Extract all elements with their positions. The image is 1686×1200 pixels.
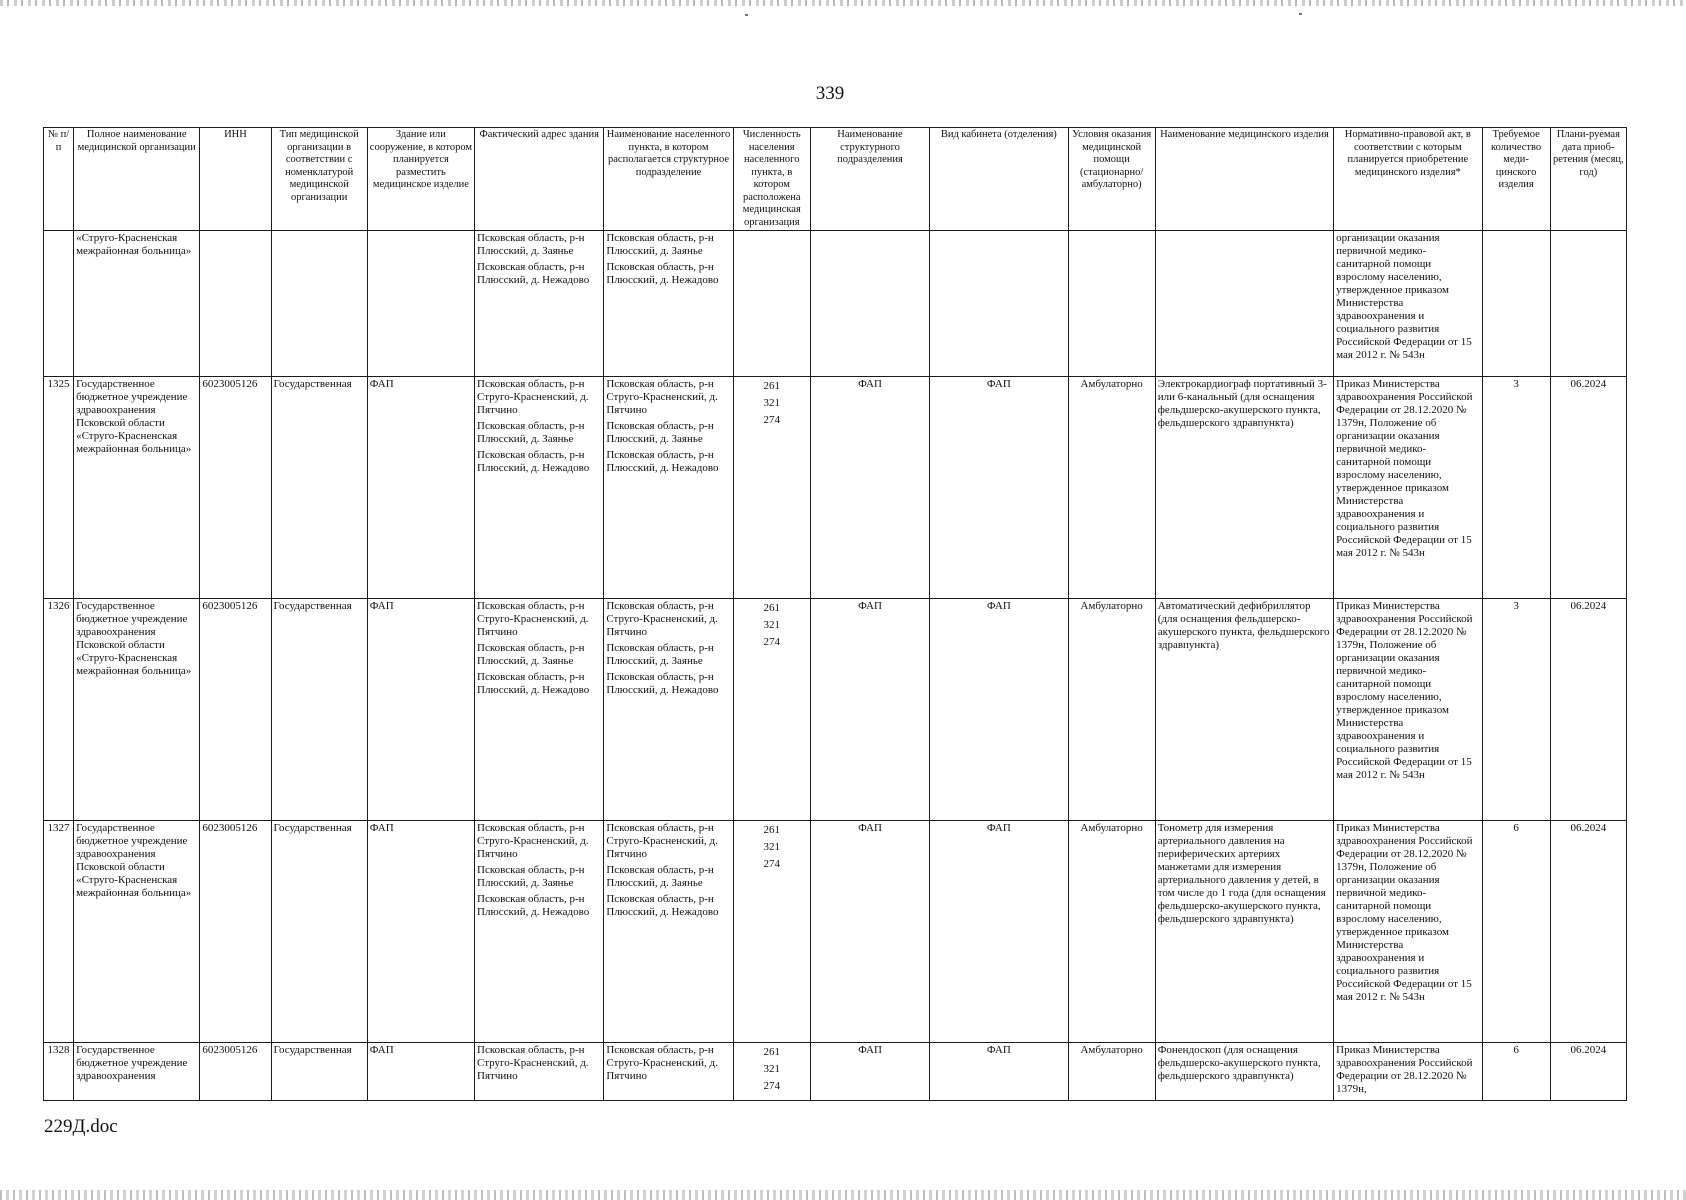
cell-inn: 6023005126: [200, 377, 271, 599]
cell-qty: 3: [1482, 599, 1550, 821]
table-row: [44, 377, 1627, 599]
cell-type: Государственная: [271, 1043, 367, 1101]
scan-edge-top: [0, 0, 1686, 6]
cell-address: [475, 377, 604, 599]
cell-act: Приказ Министерства здравоохранения Российской Федерации от 28.12.2020 № 1379н, Положение об организации оказания первичной медико-санитарной помощи взрослому населению, утвержденное приказом Министерства здравоохранения и социального развития Российской Федерации от 15 мая 2012 г. № 543н: [1334, 377, 1482, 599]
cell-address: [475, 599, 604, 821]
cell-building: ФАП: [367, 599, 474, 821]
address-line: Псковская область, р-н Струго-Красненский, д. Пятчино: [477, 600, 589, 638]
cell-inn: [200, 231, 271, 377]
population-value: 261: [763, 824, 781, 836]
population-value: 261: [763, 602, 781, 614]
column-header: Наименование медицинского изделия: [1155, 128, 1333, 231]
cell-act: Приказ Министерства здравоохранения Российской Федерации от 28.12.2020 № 1379н, Положение об организации оказания первичной медико-санитарной помощи взрослому населению, утвержденное приказом Министерства здравоохранения и социального развития Российской Федерации от 15 мая 2012 г. № 543н: [1334, 599, 1482, 821]
cell-act: Приказ Министерства здравоохранения Российской Федерации от 28.12.2020 № 1379н,: [1334, 1043, 1482, 1101]
cell-device: Автоматический дефибриллятор (для оснащения фельдшерско-акушерского пункта, фельдшерского здравпункта): [1155, 599, 1333, 821]
cell-address: [475, 231, 604, 377]
cell-num: 1327: [44, 821, 74, 1043]
column-header: Тип медицинской организации в соответствии с номенклатурой медицинской организации: [271, 128, 367, 231]
cell-qty: [1482, 231, 1550, 377]
population-value: 321: [763, 1063, 781, 1075]
page-number: 339: [815, 83, 845, 104]
cell-act: Приказ Министерства здравоохранения Российской Федерации от 28.12.2020 № 1379н, Положение об организации оказания первичной медико-санитарной помощи взрослому населению, утвержденное приказом Министерства здравоохранения и социального развития Российской Федерации от 15 мая 2012 г. № 543н: [1334, 821, 1482, 1043]
cell-unit: ФАП: [810, 377, 929, 599]
cell-cabinet: ФАП: [930, 599, 1068, 821]
table-row: [44, 1043, 1627, 1101]
cell-cabinet: [930, 231, 1068, 377]
cell-qty: 6: [1482, 821, 1550, 1043]
cell-date: 06.2024: [1550, 599, 1626, 821]
address-line: Псковская область, р-н Плюсский, д. Заянье: [477, 642, 585, 667]
cell-type: Государственная: [271, 599, 367, 821]
cell-date: [1550, 231, 1626, 377]
cell-conditions: [1068, 231, 1155, 377]
cell-unit: [810, 231, 929, 377]
address-line: Псковская область, р-н Струго-Красненский, д. Пятчино: [477, 1044, 589, 1082]
cell-conditions: Амбулаторно: [1068, 1043, 1155, 1101]
address-line: Псковская область, р-н Плюсский, д. Заянье: [477, 232, 585, 257]
settlement-line: Псковская область, р-н Плюсский, д. Заянье: [606, 642, 714, 667]
cell-unit: ФАП: [810, 599, 929, 821]
population-value: 274: [763, 636, 781, 648]
settlement-line: Псковская область, р-н Плюсский, д. Нежадово: [606, 261, 719, 286]
cell-settlement: [604, 1043, 733, 1101]
address-line: Псковская область, р-н Плюсский, д. Нежадово: [477, 261, 590, 286]
address-line: Псковская область, р-н Плюсский, д. Заянье: [477, 420, 585, 445]
cell-date: 06.2024: [1550, 821, 1626, 1043]
cell-inn: 6023005126: [200, 1043, 271, 1101]
cell-type: Государственная: [271, 377, 367, 599]
population-value: 274: [763, 858, 781, 870]
cell-device: Фонендоскоп (для оснащения фельдшерско-акушерского пункта, фельдшерского здравпункта): [1155, 1043, 1333, 1101]
cell-num: 1326: [44, 599, 74, 821]
column-header: Требуемое количество меди-цинского изделия: [1482, 128, 1550, 231]
settlement-line: Псковская область, р-н Плюсский, д. Заянье: [606, 864, 714, 889]
address-line: Псковская область, р-н Плюсский, д. Нежадово: [477, 671, 590, 696]
scan-speck: [745, 14, 748, 16]
population-value: 321: [763, 841, 781, 853]
population-value: 274: [763, 1080, 781, 1092]
cell-date: 06.2024: [1550, 377, 1626, 599]
cell-unit: ФАП: [810, 1043, 929, 1101]
cell-cabinet: ФАП: [930, 821, 1068, 1043]
column-header: Фактический адрес здания: [475, 128, 604, 231]
cell-device: [1155, 231, 1333, 377]
cell-population: [733, 821, 810, 1043]
scan-speck: [1299, 13, 1302, 15]
settlement-line: Псковская область, р-н Струго-Красненский, д. Пятчино: [606, 822, 718, 860]
cell-building: [367, 231, 474, 377]
cell-building: ФАП: [367, 377, 474, 599]
address-line: Псковская область, р-н Плюсский, д. Заянье: [477, 864, 585, 889]
cell-device: Тонометр для измерения артериального давления на периферических артериях манжетами для измерения артериального давления у детей, в том числе до 1 года (для оснащения фельдшерско-акушерского пункта, фельдшерского здравпункта): [1155, 821, 1333, 1043]
population-value: 321: [763, 397, 781, 409]
table-row: [44, 821, 1627, 1043]
cell-address: [475, 821, 604, 1043]
column-header: Вид кабинета (отделения): [930, 128, 1068, 231]
settlement-line: Псковская область, р-н Плюсский, д. Заянье: [606, 232, 714, 257]
cell-population: [733, 231, 810, 377]
column-header: Нормативно-правовой акт, в соответствии с которым планируется приобретение медицинского изделия*: [1334, 128, 1482, 231]
column-header: Полное наименование медицинской организации: [74, 128, 200, 231]
column-header: ИНН: [200, 128, 271, 231]
population-value: 261: [763, 380, 781, 392]
address-line: Псковская область, р-н Струго-Красненский, д. Пятчино: [477, 378, 589, 416]
column-header: Наименование структурного подразделения: [810, 128, 929, 231]
settlement-line: Псковская область, р-н Струго-Красненский, д. Пятчино: [606, 1044, 718, 1082]
footer-filename: 229Д.doc: [44, 1116, 118, 1137]
population-value: 261: [763, 1046, 781, 1058]
column-header: Наименование населенного пункта, в котором располагается структурное подразделение: [604, 128, 733, 231]
cell-population: [733, 599, 810, 821]
cell-act: организации оказания первичной медико-санитарной помощи взрослому населению, утвержденное приказом Министерства здравоохранения и социального развития Российской Федерации от 15 мая 2012 г. № 543н: [1334, 231, 1482, 377]
cell-address: [475, 1043, 604, 1101]
equipment-table: [43, 127, 1627, 1101]
cell-settlement: [604, 599, 733, 821]
cell-org: Государственное бюджетное учреждение здравоохранения Псковской области «Струго-Красненская межрайонная больница»: [74, 821, 200, 1043]
settlement-line: Псковская область, р-н Плюсский, д. Нежадово: [606, 893, 719, 918]
cell-inn: 6023005126: [200, 821, 271, 1043]
cell-conditions: Амбулаторно: [1068, 599, 1155, 821]
cell-num: [44, 231, 74, 377]
cell-unit: ФАП: [810, 821, 929, 1043]
cell-settlement: [604, 377, 733, 599]
cell-num: 1328: [44, 1043, 74, 1101]
population-value: 274: [763, 414, 781, 426]
address-line: Псковская область, р-н Плюсский, д. Нежадово: [477, 893, 590, 918]
cell-population: [733, 1043, 810, 1101]
settlement-line: Псковская область, р-н Плюсский, д. Нежадово: [606, 671, 719, 696]
column-header: Условия оказания медицинской помощи (стационарно/ амбулаторно): [1068, 128, 1155, 231]
cell-inn: 6023005126: [200, 599, 271, 821]
cell-org: «Струго-Красненская межрайонная больница»: [74, 231, 200, 377]
address-line: Псковская область, р-н Струго-Красненский, д. Пятчино: [477, 822, 589, 860]
population-value: 321: [763, 619, 781, 631]
cell-org: Государственное бюджетное учреждение здравоохранения Псковской области «Струго-Красненская межрайонная больница»: [74, 377, 200, 599]
cell-device: Электрокардиограф портативный 3- или 6-канальный (для оснащения фельдшерско-акушерского пункта, фельдшерского здравпункта): [1155, 377, 1333, 599]
cell-conditions: Амбулаторно: [1068, 377, 1155, 599]
cell-building: ФАП: [367, 1043, 474, 1101]
settlement-line: Псковская область, р-н Струго-Красненский, д. Пятчино: [606, 378, 718, 416]
cell-date: 06.2024: [1550, 1043, 1626, 1101]
cell-cabinet: ФАП: [930, 1043, 1068, 1101]
cell-type: [271, 231, 367, 377]
cell-cabinet: ФАП: [930, 377, 1068, 599]
settlement-line: Псковская область, р-н Плюсский, д. Заянье: [606, 420, 714, 445]
table-header-row: [44, 128, 1627, 231]
cell-conditions: Амбулаторно: [1068, 821, 1155, 1043]
scan-edge-bottom: [0, 1190, 1686, 1200]
cell-qty: 3: [1482, 377, 1550, 599]
table-row: [44, 599, 1627, 821]
settlement-line: Псковская область, р-н Плюсский, д. Нежадово: [606, 449, 719, 474]
cell-population: [733, 377, 810, 599]
cell-settlement: [604, 821, 733, 1043]
cell-type: Государственная: [271, 821, 367, 1043]
column-header: Плани-руемая дата приоб-ретения (месяц, год): [1550, 128, 1626, 231]
cell-qty: 6: [1482, 1043, 1550, 1101]
cell-org: Государственное бюджетное учреждение здравоохранения: [74, 1043, 200, 1101]
cell-building: ФАП: [367, 821, 474, 1043]
cell-settlement: [604, 231, 733, 377]
column-header: Численность населения населенного пункта, в котором расположена медицинская организация: [733, 128, 810, 231]
cell-org: Государственное бюджетное учреждение здравоохранения Псковской области «Струго-Красненская межрайонная больница»: [74, 599, 200, 821]
address-line: Псковская область, р-н Плюсский, д. Нежадово: [477, 449, 590, 474]
column-header: Здание или сооружение, в котором планируется разместить медицинское изделие: [367, 128, 474, 231]
settlement-line: Псковская область, р-н Струго-Красненский, д. Пятчино: [606, 600, 718, 638]
cell-num: 1325: [44, 377, 74, 599]
column-header: № п/п: [44, 128, 74, 231]
table-row-continuation: [44, 231, 1627, 377]
